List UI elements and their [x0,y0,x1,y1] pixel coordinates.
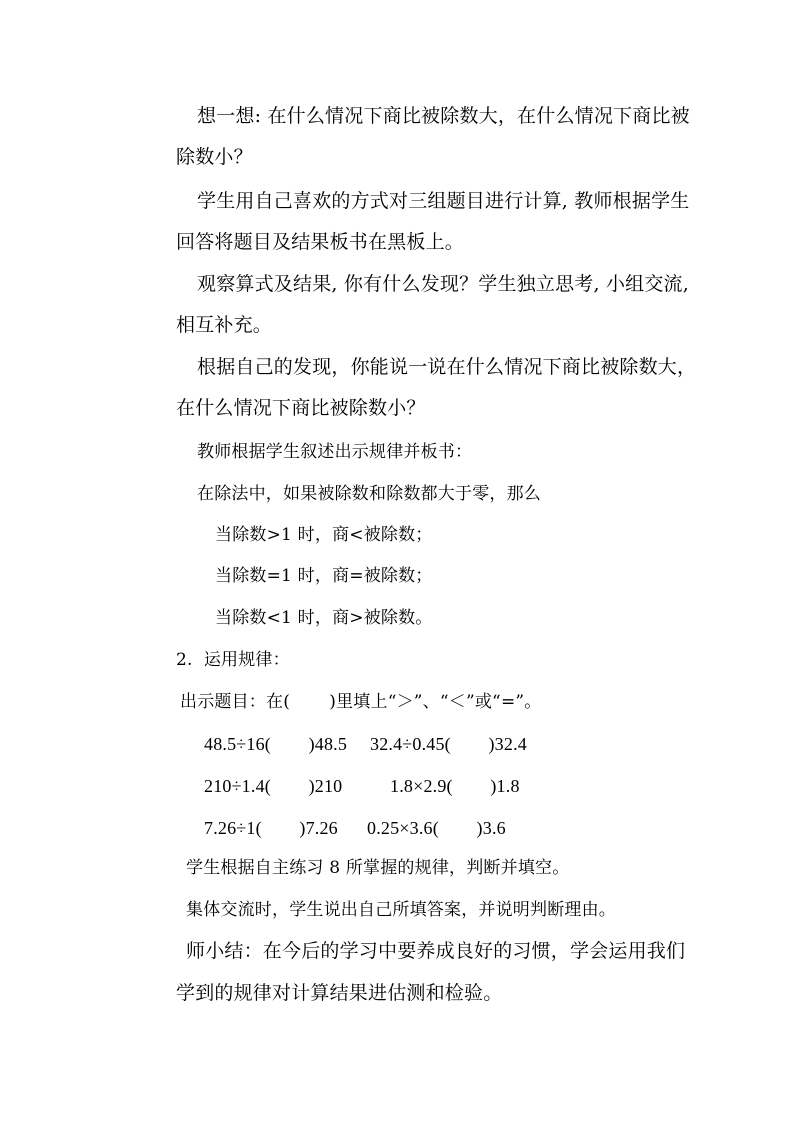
paragraph-discovery-line2: 在什么情况下商比被除数小？ [176,397,426,419]
rule-divisor-less-than-one: 当除数<1 时，商>被除数。 [215,608,433,628]
exercise-row3-left: 7.26÷1( )7.26 [204,818,338,838]
paragraph-observe-line1: 观察算式及结果, 你有什么发现？学生独立思考, 小组交流, [197,273,689,295]
task-instruction: 出示题目：在( )里填上“＞”、“＜”或“=”。 [180,692,542,712]
paragraph-division-rule: 在除法中，如果被除数和除数都大于零，那么 [197,484,541,504]
exercise-row2-right: 1.8×2.9( )1.8 [390,776,520,796]
exercise-row1-right: 32.4÷0.45( )32.4 [370,734,527,754]
paragraph-think-line2: 除数小？ [176,146,253,168]
section-heading-apply-rule: 2. 运用规律： [176,650,290,670]
paragraph-students-line2: 回答将题目及结果板书在黑板上。 [176,231,465,253]
rule-divisor-greater-than-one: 当除数>1 时，商<被除数； [215,525,433,545]
paragraph-student-judge: 学生根据自主练习 8 所掌握的规律，判断并填空。 [186,858,570,878]
paragraph-teacher: 教师根据学生叙述出示规律并板书： [197,442,473,462]
exercise-row1-left: 48.5÷16( )48.5 [204,734,348,754]
paragraph-discovery-line1: 根据自己的发现，你能说一说在什么情况下商比被除数大， [197,356,697,378]
paragraph-students-line1: 学生用自己喜欢的方式对三组题目进行计算, 教师根据学生 [197,190,690,212]
paragraph-observe-line2: 相互补充。 [176,314,273,336]
paragraph-group-exchange: 集体交流时，学生说出自己所填答案，并说明判断理由。 [186,900,616,920]
paragraph-think-line1: 想一想: 在什么情况下商比被除数大，在什么情况下商比被 [197,105,690,127]
exercise-row3-right: 0.25×3.6( )3.6 [367,818,506,838]
exercise-row2-left: 210÷1.4( )210 [204,776,343,796]
paragraph-summary-line2: 学到的规律对计算结果进估测和检验。 [176,982,503,1004]
paragraph-summary-line1: 师小结：在今后的学习中要养成良好的习惯，学会运用我们 [186,940,686,962]
rule-divisor-equal-one: 当除数=1 时，商=被除数； [215,566,433,586]
